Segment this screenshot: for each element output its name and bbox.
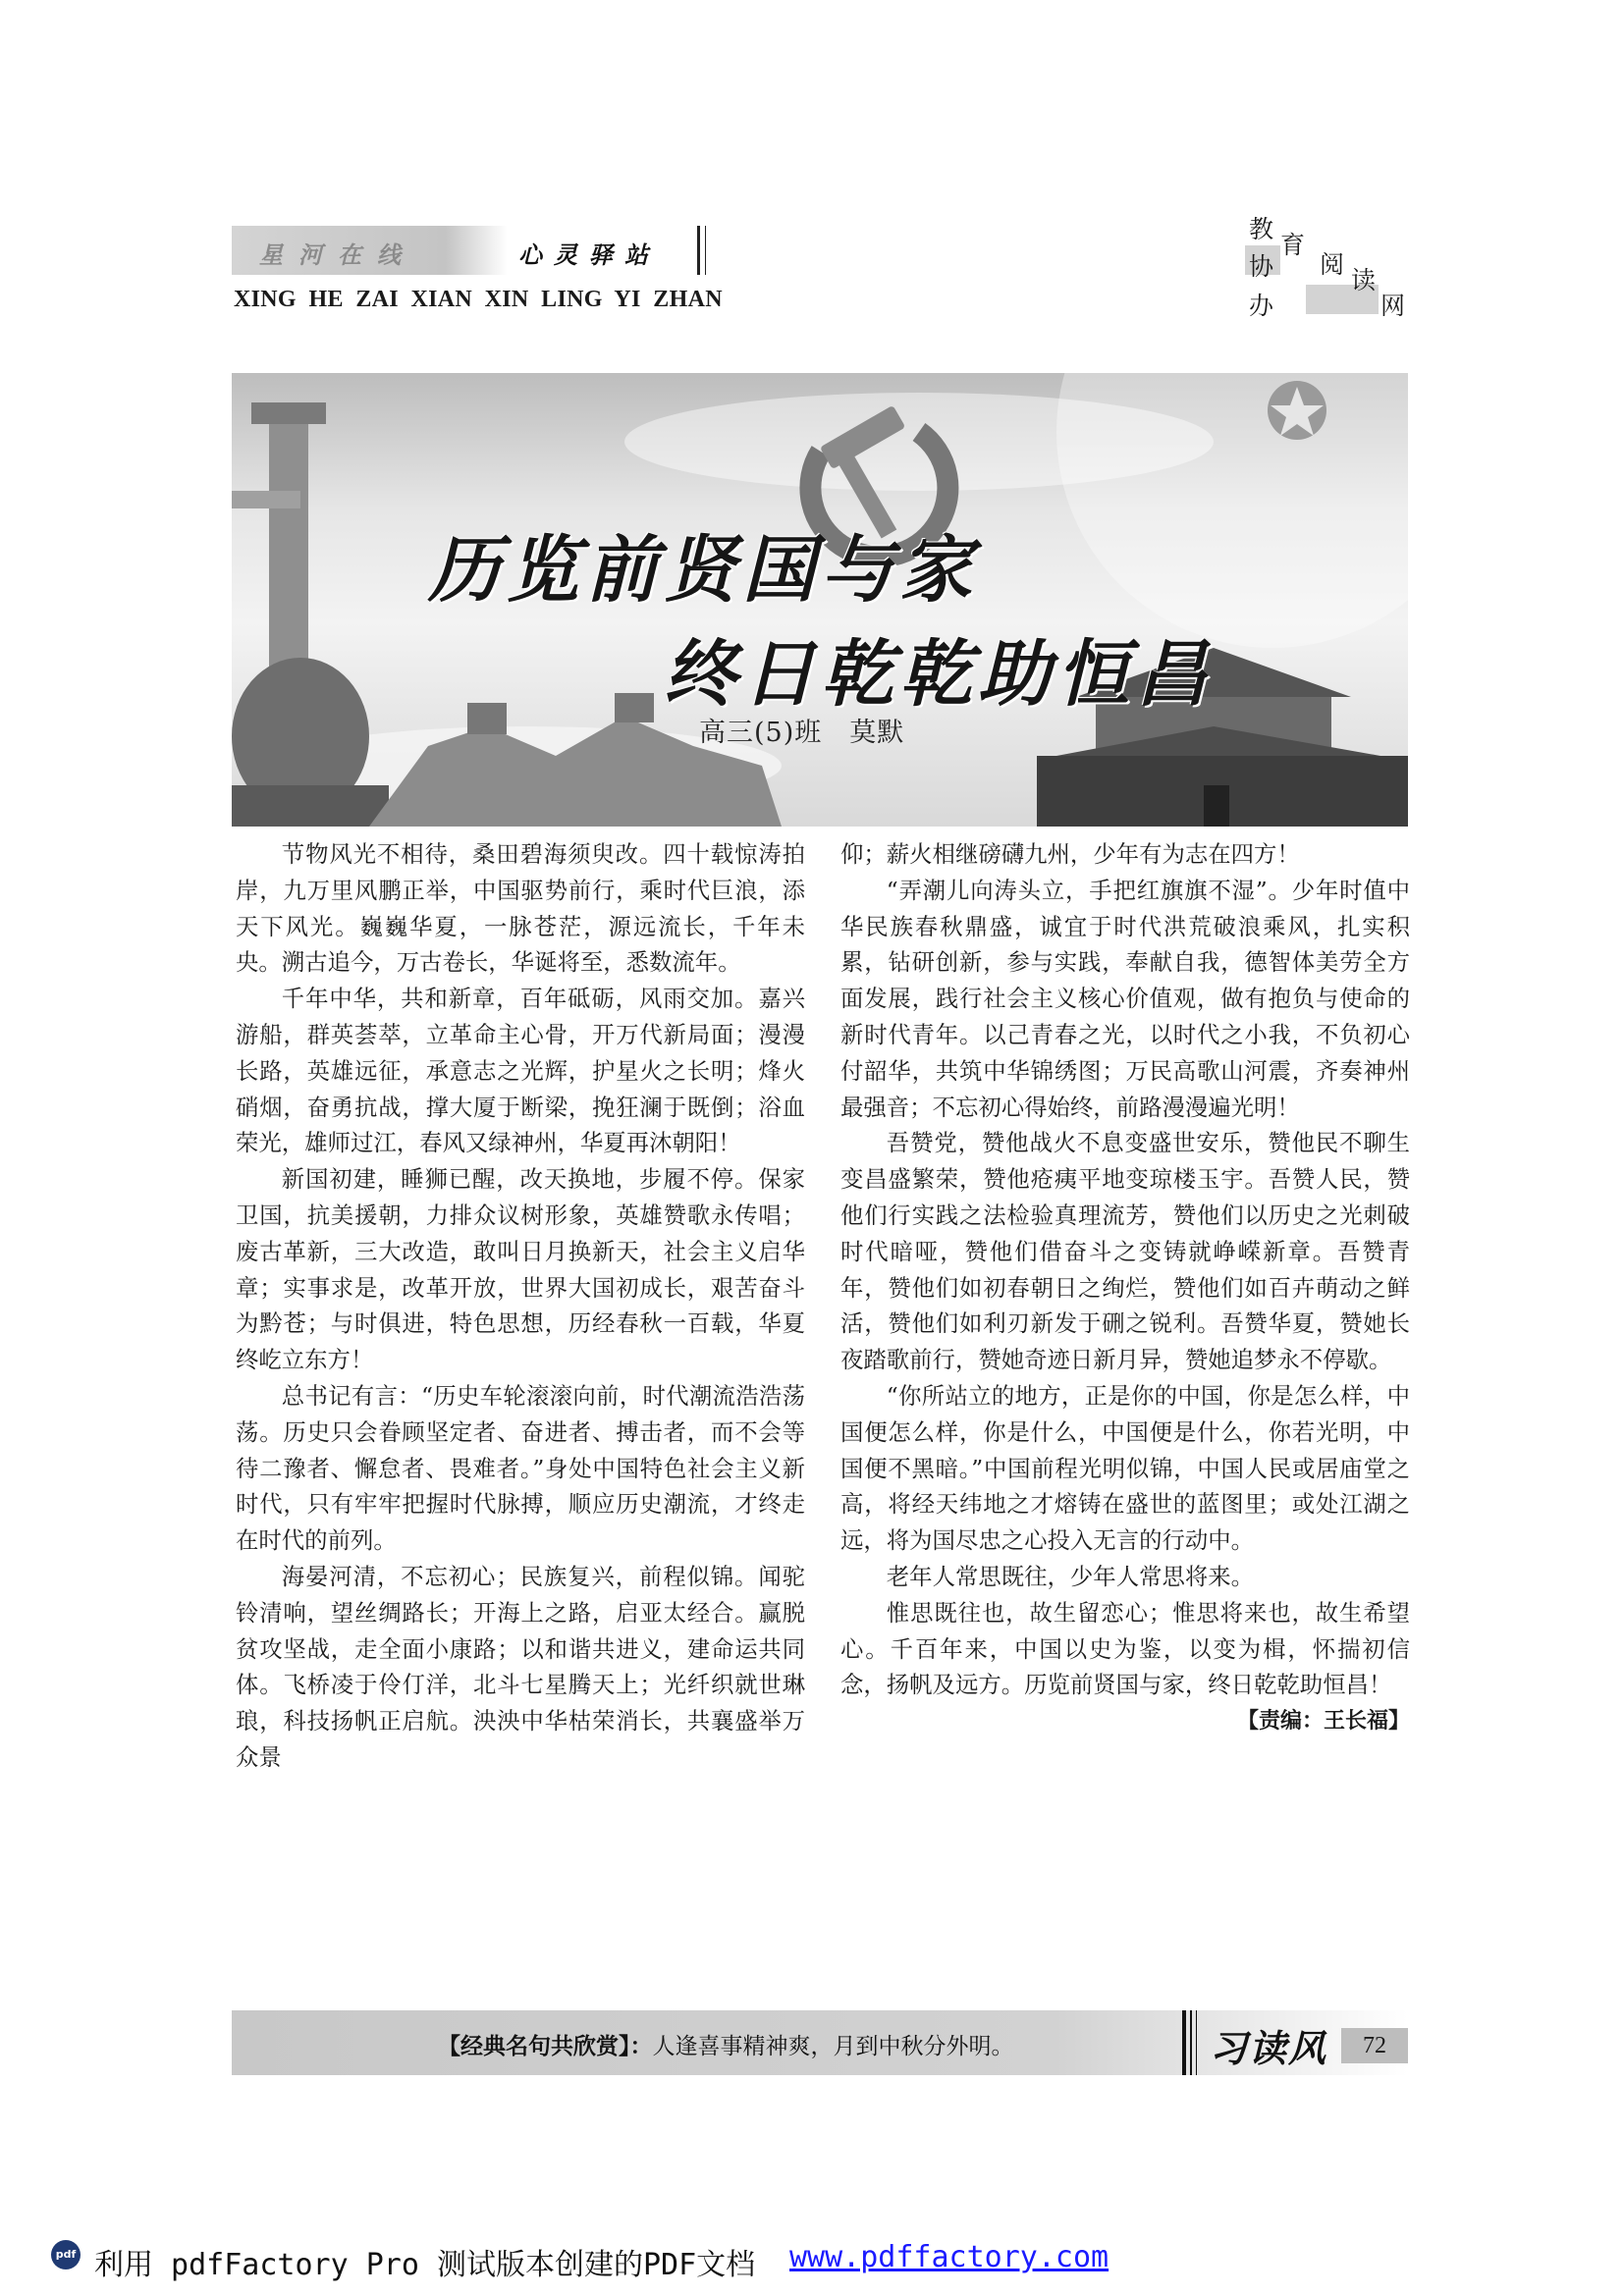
logo-char: 协: [1249, 252, 1274, 281]
logo-char: 教: [1249, 215, 1274, 243]
logo-char: 办: [1249, 292, 1274, 320]
paragraph: “你所站立的地方，正是你的中国，你是怎么样，中国便怎么样，你是什么，中国便是什么，你若光明，中国便不黑暗。”中国前程光明似锦，中国人民或居庙堂之高，将经天纬地之才熔铸在盛世的蓝图里；或处江湖之远，将为国尽忠之心投入无言的行动中。: [840, 1381, 1410, 1555]
paragraph-continued: 仰；薪火相继磅礴九州，少年有为志在四方！: [840, 840, 1300, 868]
huabiao-pillar: [269, 412, 308, 667]
footer-divider: [1190, 2010, 1192, 2075]
section-label-left: 星河在线: [259, 240, 416, 269]
footer-quote-text: 人逢喜事精神爽，月到中秋分外明。: [652, 2034, 1014, 2059]
logo-char: 阅: [1320, 250, 1345, 279]
page-number: 72: [1341, 2028, 1408, 2063]
paragraph: “弄潮儿向涛头立，手把红旗旗不湿”。少年时值中华民族春秋鼎盛，诚宜于时代洪荒破浪乘风，扎实积累，钻研创新，参与实践，奉献自我，德智体美劳全方面发展，践行社会主义核心价值观，做有抱负与使命的新时代青年。以己青春之光，以时代之小我，不负初心付韶华，共筑中华锦绣图；万民高歌山河震，齐奏神州最强音；不忘初心得始终，前路漫漫遍光明！: [840, 876, 1410, 1121]
wall-tower: [467, 703, 507, 734]
paragraph: 海晏河清，不忘初心；民族复兴，前程似锦。闻驼铃清响，望丝绸路长；开海上之路，启亚太经合。赢脱贫攻坚战，走全面小康路；以和谐共进义，建命运共同体。飞桥凌于伶仃洋，北斗七星腾天上；光纤织就世琳琅，科技扬帆正启航。泱泱中华枯荣消长，共襄盛举万众景: [236, 1562, 805, 1771]
logo-char: 网: [1380, 292, 1406, 320]
logo-char: 育: [1280, 231, 1306, 259]
page-footer: [232, 2010, 1408, 2075]
footer-divider: [1196, 2010, 1197, 2075]
header-divider-thin: [705, 226, 706, 275]
publisher-logo: [1245, 210, 1414, 318]
article-banner: [232, 373, 1408, 827]
huabiao-cap: [251, 402, 326, 424]
section-header-bar: [232, 226, 707, 275]
editor-credit: 【责编：王长福】: [1236, 1709, 1410, 1735]
text-column-right: [840, 836, 1410, 1738]
paragraph: 惟思既往也，故生留恋心；惟思将来也，故生希望心。千百年来，中国以史为鉴，以变为楫，怀揣初信念，扬帆及远方。历览前贤国与家，终日乾乾助恒昌！: [840, 1598, 1410, 1699]
magazine-brand: 习读风: [1210, 2026, 1328, 2070]
header-divider: [697, 226, 700, 275]
footer-quote: [438, 2028, 1014, 2060]
article-title-line2: 终日乾乾助恒昌: [664, 632, 1214, 717]
huabiao-wing: [232, 491, 300, 508]
watermark-text: 利用 pdfFactory Pro 测试版本创建的PDF文档: [94, 2248, 774, 2282]
article-title-line1: 历览前贤国与家: [428, 528, 978, 613]
article-byline: 高三(5)班 莫默: [699, 718, 905, 748]
paragraph: 总书记有言：“历史车轮滚滚向前，时代潮流浩浩荡荡。历史只会眷顾坚定者、奋进者、搏击者，而不会等待二豫者、懈怠者、畏难者。”身处中国特色社会主义新时代，只有牢牢把握时代脉搏，顺应历史潮流，才终走在时代的前列。: [236, 1381, 805, 1555]
pdffactory-logo-icon: pdf: [51, 2240, 81, 2269]
text-column-left: [236, 836, 805, 1776]
paragraph: 吾赞党，赞他战火不息变盛世安乐，赞他民不聊生变昌盛繁荣，赞他疮痍平地变琼楼玉宇。吾赞人民，赞他们行实践之法检验真理流芳，赞他们以历史之光刺破时代暗哑，赞他们借奋斗之变铸就峥嵘新章。吾赞青年，赞他们如初春朝日之绚烂，赞他们如百卉萌动之鲜活，赞他们如利刃新发于硎之锐利。吾赞华夏，赞她长夜踏歌前行，赞她奇迹日新月异，赞她追梦永不停歇。: [840, 1129, 1410, 1374]
paragraph: 千年中华，共和新章，百年砥砺，风雨交加。嘉兴游船，群英荟萃，立革命主心骨，开万代新局面；漫漫长路，英雄远征，承意志之光辉，护星火之长明；烽火硝烟，奋勇抗战，撑大厦于断梁，挽狂澜于既倒；浴血荣光，雄师过江，春风又绿神州，华夏再沐朝阳！: [236, 985, 805, 1157]
wall-tower: [615, 693, 654, 722]
paragraph: 节物风光不相待，桑田碧海须臾改。四十载惊涛拍岸，九万里风鹏正举，中国驱势前行，乘时代巨浪，添天下风光。巍巍华夏，一脉苍茫，源远流长，千年未央。溯古追今，万古卷长，华诞将至，悉数流年。: [236, 840, 805, 977]
section-label-right: 心灵驿站: [518, 240, 660, 269]
paragraph: 新国初建，睡狮已醒，改天换地，步履不停。保家卫国，抗美援朝，力排众议树形象，英雄赞歌永传唱；废古革新，三大改造，敢叫日月换新天，社会主义启华章；实事求是，改革开放，世界大国初成长，艰苦奋斗为黔苍；与时俱进，特色思想，历经春秋一百载，华夏终屹立东方！: [236, 1165, 805, 1374]
lion-base: [232, 785, 389, 827]
footer-quote-label: 【经典名句共欣赏】：: [438, 2034, 653, 2059]
tiananmen-gate: [1204, 785, 1229, 827]
logo-char: 读: [1351, 266, 1377, 294]
watermark-link[interactable]: www.pdffactory.com: [789, 2240, 1109, 2274]
pdf-watermark: [51, 2240, 1426, 2282]
paragraph: 老年人常思既往，少年人常思将来。: [886, 1562, 1255, 1590]
section-pinyin: XING HE ZAI XIAN XIN LING YI ZHAN: [234, 287, 723, 312]
footer-divider: [1182, 2010, 1186, 2075]
